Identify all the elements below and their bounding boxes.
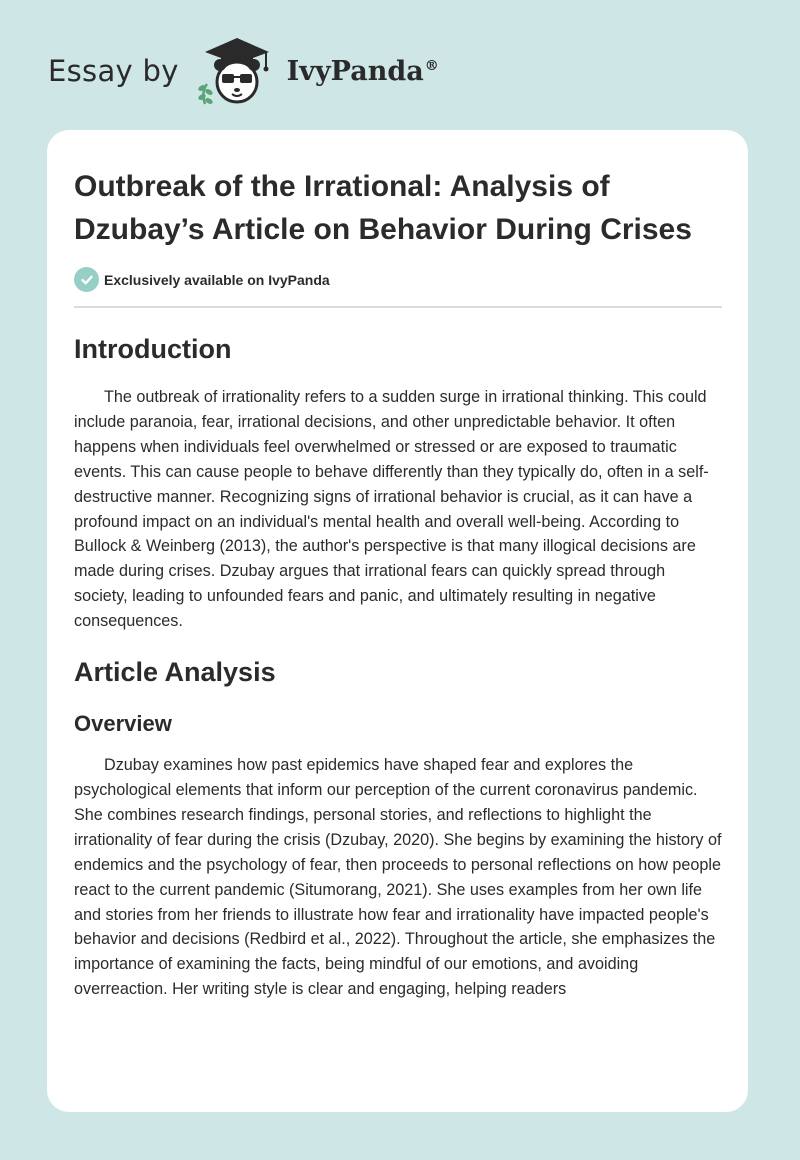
article-analysis-heading: Article Analysis bbox=[74, 657, 276, 688]
check-circle-icon bbox=[74, 267, 99, 292]
overview-heading: Overview bbox=[74, 711, 172, 737]
essay-by-label: Essay by bbox=[48, 54, 179, 88]
article-title: Outbreak of the Irrational: Analysis of Dzubay’s Article on Behavior During Crises bbox=[74, 170, 692, 246]
exclusive-badge-label: Exclusively available on IvyPanda bbox=[104, 271, 330, 288]
overview-paragraph: Dzubay examines how past epidemics have shaped fear and explores the psychological elements that inform our perception of the current coronavirus pandemic. She combines research findings, personal stories, and reflections to highlight the irrationality of fear during the crisis (Dzubay, 2020). She begins by examining the history of endemics and the psychology of fear, then proceeds to personal reflections on how people react to the current pandemic (Situmorang, 2021). She uses examples from her own life and stories from her friends to illustrate how fear and irrationality have impacted people's behavior and decisions (Redbird et al., 2022). Throughout the article, she emphasizes the importance of examining the facts, being mindful of our emotions, and avoiding overreaction. Her writing style is clear and engaging, helping readers bbox=[74, 756, 722, 999]
exclusive-badge bbox=[74, 267, 722, 292]
divider bbox=[74, 306, 722, 308]
introduction-paragraph: The outbreak of irrationality refers to a sudden surge in irrational thinking. This could include paranoia, fear, irrational decisions, and other unpredictable behavior. It often happens when individuals feel overwhelmed or stressed or are exposed to traumatic events. This can cause people to behave differently than they typically do, often in a self-destructive manner. Recognizing signs of irrational behavior is crucial, as it can have a profound impact on an individual's mental health and overall well-being. According to Bullock & Weinberg (2013), the author's perspective is that many illogical decisions are made during crises. Dzubay argues that irrational fears can quickly spread through society, leading to unfounded fears and panic, and ultimately resulting in negative consequences. bbox=[74, 388, 709, 631]
introduction-heading: Introduction bbox=[74, 334, 232, 364]
panda-graduate-icon bbox=[193, 34, 281, 108]
brand-header[interactable] bbox=[48, 34, 439, 108]
article-card bbox=[47, 130, 748, 1112]
brand-name: IvyPanda® bbox=[286, 55, 439, 87]
registered-mark: ® bbox=[424, 57, 439, 74]
